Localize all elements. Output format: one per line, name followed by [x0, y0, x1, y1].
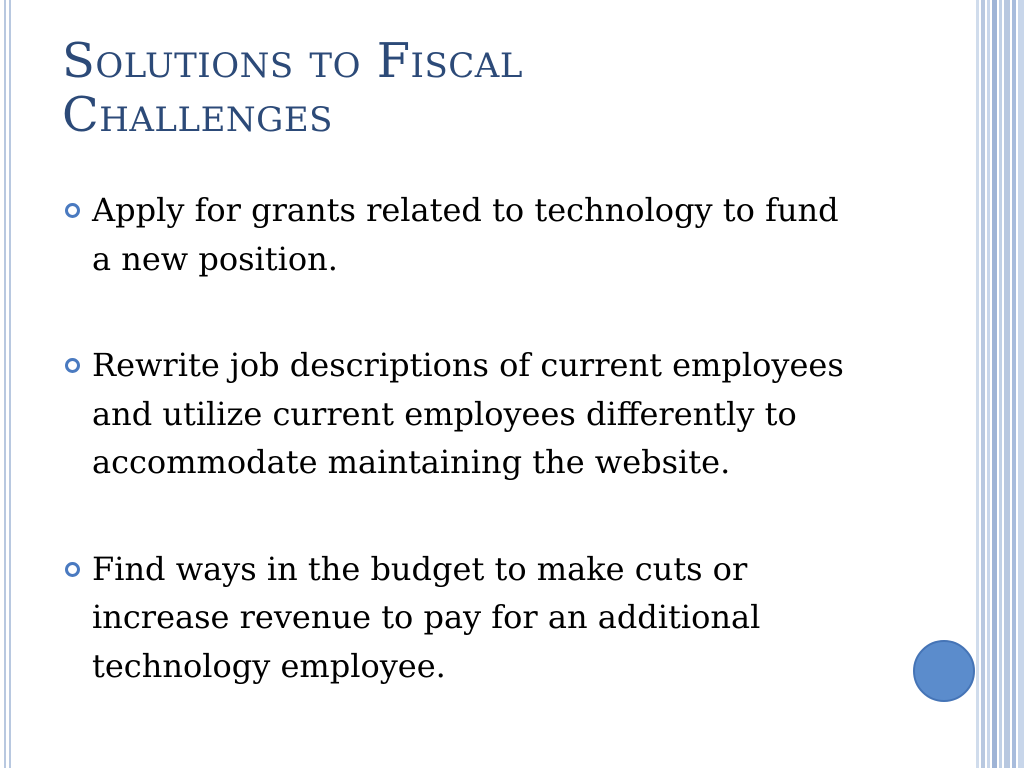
- bullet-text: Apply for grants related to technology to fund a new position.: [92, 191, 839, 278]
- bullet-item: [62, 186, 862, 283]
- bullet-list: [62, 186, 862, 748]
- accent-circle-icon: [913, 640, 975, 702]
- ring-bullet-icon: [65, 203, 80, 218]
- left-border-line: [9, 0, 11, 768]
- ring-bullet-icon: [65, 562, 80, 577]
- slide-title: [62, 34, 942, 142]
- title-line: Solutions to Fiscal: [62, 33, 523, 89]
- bullet-text: Rewrite job descriptions of current employees and utilize current employees differently to accommodate maintaining the website.: [92, 346, 844, 481]
- left-border-line: [4, 0, 6, 768]
- right-decorative-stripes: [976, 0, 1024, 768]
- bullet-item: [62, 341, 862, 487]
- bullet-text: Find ways in the budget to make cuts or increase revenue to pay for an additional technology employee.: [92, 549, 761, 685]
- bullet-item: [62, 545, 862, 691]
- ring-bullet-icon: [65, 358, 80, 373]
- title-line: Challenges: [62, 87, 333, 143]
